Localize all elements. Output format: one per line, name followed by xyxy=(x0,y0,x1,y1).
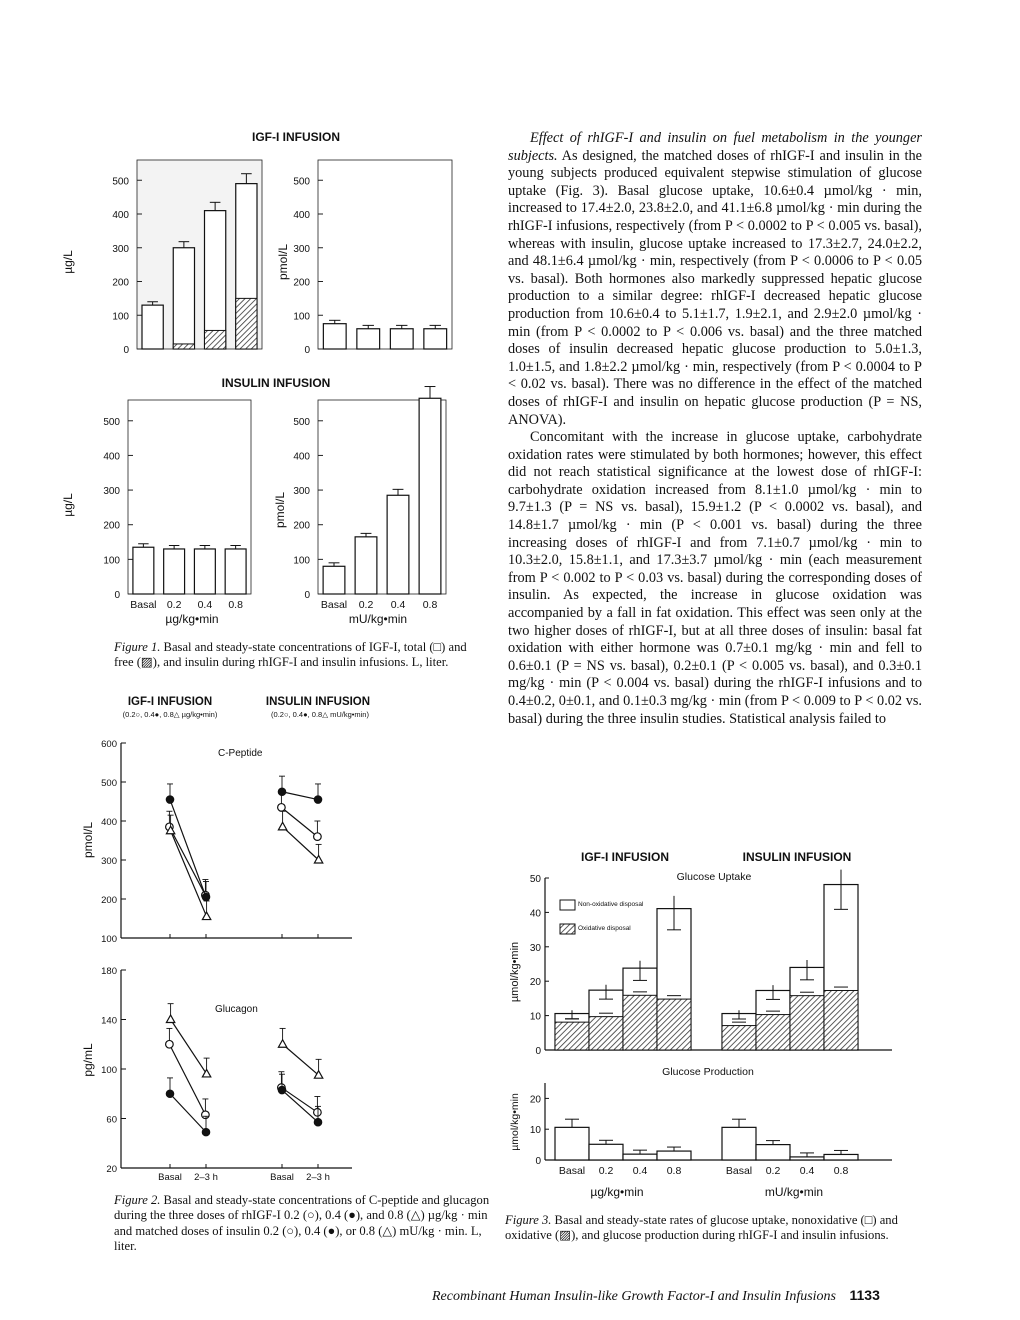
fig1-title-igf: IGF-I INFUSION xyxy=(252,130,340,144)
fig3-oxidative-bar xyxy=(623,995,657,1050)
fig1-d-xtick-label: 0.2 xyxy=(358,599,374,611)
fig3-header-ins: INSULIN INFUSION xyxy=(742,850,852,864)
fig2-cpep-series-line xyxy=(170,800,206,898)
fig2-xtick-label: Basal xyxy=(270,1172,294,1183)
fig2-cpep-series-line xyxy=(283,827,319,860)
fig2-gluc-point xyxy=(278,1040,286,1048)
fig2-cpep-label: C-Peptide xyxy=(218,748,263,759)
fig3-oxidative-bar xyxy=(657,999,691,1050)
fig2-gluc-point xyxy=(314,1071,322,1079)
fig2-cpep-point xyxy=(202,893,210,901)
fig1-b-ytick-label: 300 xyxy=(293,243,310,255)
fig1-b-bar xyxy=(323,324,346,349)
fig1-b-ytick-label: 400 xyxy=(293,210,310,221)
fig2-cpep-series-line xyxy=(282,792,318,800)
fig3-production-bar xyxy=(756,1145,790,1160)
fig2-gluc-ytick-label: 60 xyxy=(106,1114,117,1126)
fig3-legend-nonox-swatch xyxy=(560,900,575,910)
fig1-b-bar xyxy=(357,329,380,349)
fig2-caption xyxy=(114,1193,490,1255)
fig2-gluc-ytick-label: 100 xyxy=(101,1065,117,1076)
fig1-d-bar xyxy=(419,398,441,594)
fig1-c-xtick-label: Basal xyxy=(130,599,157,611)
fig3-oxidative-bar xyxy=(824,990,858,1050)
fig1-d-xunit: mU/kg•min xyxy=(348,612,408,626)
paragraph-2: Concomitant with the increase in glucose uptake, carbohydrate oxidation rates were stimulated by both hormones; however, this effect did not reach statistical significance at the lowest dose of rhIGF-I: carbohydrate oxidation increased from 8.1±1.0 µmol/kg · min to 9.7±1.3 (P = NS vs. basal), 15.9±1.2 (P < 0.0002 vs. basal), and 14.8±1.7 µmol/kg · min (P < 0.001 vs. basal) during the three increasing doses of rhIGF-I and from 7.1±0.7 µmol/kg · min to 10.3±2.0, 15.8±1.1, and 17.3±3.7 µmol/kg · min (each measurement from P < 0.002 to P < 0.03 vs. basal) during the corresponding doses of insulin. As expected, the increase in glucose oxidation was accompanied by a fall in fat oxidation. This effect was seen only at the two higher doses of rhIGF-I, but at all three doses of insulin: basal fat oxidation with either hormone was 0.7±0.1 mg/kg · min and fell to 0.6±0.1 (P = NS vs. basal), 0.2±0.1 (P < 0.005 vs. basal), and 0.3±0.1 mg/kg · min (P < 0.004 vs. basal) during the rhIGF-I infusions and to 0.4±0.2, 0±0.1, and 0.1±0.3 mg/kg · min (from P < 0.009 to P < 0.02 vs. basal) during the three insulin studies. Statistical analysis failed to xyxy=(508,429,922,727)
fig3-production-bar xyxy=(555,1127,589,1160)
fig1-a-ytick-label: 0 xyxy=(123,345,129,356)
fig1-a-ylabel: µg/L xyxy=(61,250,75,274)
fig1-a-free-bar xyxy=(236,298,257,349)
fig2-gluc-ytick-label: 20 xyxy=(106,1164,117,1175)
fig3-ytick-label: 0 xyxy=(535,1156,541,1167)
fig1-d-ytick-label: 300 xyxy=(293,486,310,498)
fig1-d-xtick-label: 0.8 xyxy=(422,599,438,611)
fig2-gluc-point xyxy=(278,1086,286,1094)
fig1-d-bar xyxy=(387,495,409,594)
fig1-b-ytick-label: 0 xyxy=(304,345,310,356)
fig3-legend-ox-label: Oxidative disposal xyxy=(578,925,631,932)
fig1-a-ytick-label: 300 xyxy=(112,243,129,255)
fig3-production-label: Glucose Production xyxy=(662,1066,754,1078)
fig2-gluc-series-line xyxy=(171,1020,207,1074)
fig2-gluc-point xyxy=(202,1128,210,1136)
fig3-xtick-label: 0.4 xyxy=(632,1165,648,1177)
fig1-d-ytick-label: 0 xyxy=(304,590,310,601)
fig2-gluc-point xyxy=(166,1015,174,1023)
fig1-b-bar xyxy=(390,329,413,349)
fig2-cpep-point xyxy=(314,796,322,804)
fig1-d-ytick-label: 500 xyxy=(293,416,310,428)
fig1-d-xtick-label: 0.4 xyxy=(390,599,406,611)
fig2-cpep-point xyxy=(278,804,286,812)
fig3-ytick-label: 10 xyxy=(529,1011,541,1023)
fig1-a-ytick-label: 400 xyxy=(112,210,129,221)
fig2-gluc-point xyxy=(166,1090,174,1098)
paragraph-1-body: As designed, the matched doses of rhIGF-I and insulin in the young subjects produced equivalent stepwise stimulation of glucose uptake (Fig. 3). Basal glucose uptake, 10.6±0.4 µmol/kg · min, increased to 17.4±2.0, 23.8±2.0, and 41.1±6.8 µmol/kg · min during the rhIGF-I infusions, respectively (from P < 0.0002 to P < 0.005 vs. basal), whereas with insulin, glucose uptake increased to 17.3±2.7, 24.0±2.2, and 48.1±6.4 µmol/kg · min, respectively (from P < 0.0006 to P < 0.05 vs. basal). Both hormones also markedly suppressed hepatic glucose production to a similar degree: rhIGF-I decreased hepatic glucose production from 10.6±0.4 to 5.1±1.7, 1.9±2.1, and 2.9±2.0 µmol/kg · min (from P < 0.0002 to P < 0.006 vs. basal) and the three matched doses of insulin decreased hepatic glucose production to 5.0±1.3, 1.0±1.5, and 1.8±2.2 µmol/kg · min, respectively (from P < 0.0004 to P < 0.02 vs. basal). There was no difference in the effect of the matched doses of rhIGF-I and insulin on hepatic glucose production (P = NS, ANOVA). xyxy=(508,147,922,428)
fig1-c-bar xyxy=(225,549,246,594)
fig3-caption-text: Basal and steady-state rates of glucose uptake, nonoxidative (□) and oxidative (▨), and glucose production during rhIGF-I and insulin infusions. xyxy=(505,1213,898,1243)
fig1-c-ytick-label: 500 xyxy=(103,416,120,428)
fig1-c-ytick-label: 100 xyxy=(103,555,120,567)
running-title: Recombinant Human Insulin-like Growth Factor-I and Insulin Infusions xyxy=(432,1289,836,1304)
fig1-c-bar xyxy=(164,549,185,594)
fig3-legend-nonox-label: Non-oxidative disposal xyxy=(578,901,644,908)
running-footer xyxy=(432,1287,912,1305)
fig2-doses-igf: (0.2○, 0.4●, 0.8△ µg/kg•min) xyxy=(122,710,218,719)
fig1-d-ylabel: pmol/L xyxy=(273,491,287,529)
fig3-xtick-label: 0.8 xyxy=(666,1165,682,1177)
fig3-ytick-label: 20 xyxy=(529,1094,541,1106)
fig3-ytick-label: 10 xyxy=(529,1125,541,1137)
fig2-xtick-label: Basal xyxy=(158,1172,182,1183)
fig1-c-bar xyxy=(194,549,215,594)
fig2-gluc-series-line xyxy=(281,1088,317,1113)
fig3-legend-ox-swatch xyxy=(560,924,575,934)
fig1-a-free-bar xyxy=(173,344,194,349)
fig3-xtick-label: 0.8 xyxy=(833,1165,849,1177)
fig1-a-ytick-label: 100 xyxy=(112,311,129,323)
fig1-title-ins: INSULIN INFUSION xyxy=(221,376,331,390)
fig3-xunit-igf: µg/kg•min xyxy=(590,1185,644,1199)
fig2-gluc-series-line xyxy=(169,1044,205,1115)
paragraph-1 xyxy=(508,130,922,429)
fig2-cpep-series-line xyxy=(281,807,317,836)
fig2-gluc-series-line xyxy=(283,1044,319,1075)
fig3-caption-label: Figure 3. xyxy=(505,1213,552,1227)
fig1-b-ylabel: pmol/L xyxy=(276,243,290,281)
fig1-b-ytick-label: 500 xyxy=(293,176,310,188)
fig3-oxidative-bar xyxy=(555,1022,589,1050)
fig1-c-ytick-label: 200 xyxy=(103,520,120,532)
fig3-xtick-label: 0.2 xyxy=(765,1165,781,1177)
fig1-d-bar xyxy=(323,566,345,594)
fig3-ytick-label: 40 xyxy=(529,908,541,920)
fig2-gluc-ytick-label: 140 xyxy=(101,1015,117,1027)
fig3-header-igf: IGF-I INFUSION xyxy=(581,850,669,864)
fig2-xtick-label: 2–3 h xyxy=(194,1172,218,1183)
fig2-gluc-point xyxy=(314,1109,322,1117)
fig3-oxidative-bar xyxy=(790,996,824,1050)
fig1-c-xtick-label: 0.2 xyxy=(166,599,182,611)
fig2-cpep-ytick-label: 500 xyxy=(101,778,117,789)
fig2-doses-ins: (0.2○, 0.4●, 0.8△ mU/kg•min) xyxy=(271,710,369,719)
fig3-bottom-ylabel: µmol/kg•min xyxy=(509,1093,521,1151)
fig1-a-bar xyxy=(205,211,226,349)
fig3-ytick-label: 20 xyxy=(529,977,541,989)
fig2-header-ins: INSULIN INFUSION xyxy=(265,696,371,708)
fig1-c-ytick-label: 400 xyxy=(103,451,120,463)
fig3-oxidative-bar xyxy=(589,1017,623,1050)
fig2-gluc-ylabel: pg/mL xyxy=(81,1043,95,1077)
fig3-ytick-label: 0 xyxy=(535,1046,541,1057)
fig1-c-xunit: µg/kg•min xyxy=(165,612,219,626)
fig1-c-ytick-label: 300 xyxy=(103,486,120,498)
fig3-xtick-label: Basal xyxy=(725,1165,753,1177)
fig1-d-bar xyxy=(355,537,377,594)
fig3-production-bar xyxy=(657,1151,691,1160)
fig2-caption-label: Figure 2. xyxy=(114,1193,161,1207)
fig1-c-ytick-label: 0 xyxy=(114,590,120,601)
fig1-a-ytick-label: 500 xyxy=(112,176,129,188)
fig1-d-ytick-label: 100 xyxy=(293,555,310,567)
fig1-b-ytick-label: 100 xyxy=(293,311,310,323)
fig3-ytick-label: 30 xyxy=(529,942,541,954)
fig1-d-ytick-label: 400 xyxy=(293,451,310,463)
fig2-caption-text: Basal and steady-state concentrations of C-peptide and glucagon during the three doses of rhIGF-I 0.2 (○), 0.4 (●), and 0.8 (△) µg/kg · min and matched doses of insulin 0.2 (○), 0.4 (●), or 0.8 (△) mU/kg · min. L, liter. xyxy=(114,1193,490,1254)
fig3-xunit-ins: mU/kg•min xyxy=(764,1185,824,1199)
fig3-uptake-label: Glucose Uptake xyxy=(676,871,752,883)
fig1-caption-label: Figure 1. xyxy=(114,640,161,654)
fig1-a-free-bar xyxy=(205,330,226,349)
fig1-d-xtick-label: Basal xyxy=(320,599,348,611)
fig2-cpep-point xyxy=(314,833,322,841)
fig3-production-bar xyxy=(790,1157,824,1160)
fig3-production-bar xyxy=(589,1144,623,1160)
fig1-a-bar xyxy=(173,248,194,349)
fig1-d-ytick-label: 200 xyxy=(293,520,310,532)
fig3-xtick-label: 0.2 xyxy=(598,1165,614,1177)
fig1-c-bar xyxy=(133,547,154,594)
fig3-caption xyxy=(505,1213,917,1244)
fig2-cpep-point xyxy=(278,788,286,796)
fig2-gluc-point xyxy=(166,1040,174,1048)
fig3-top-ylabel: µmol/kg•min xyxy=(509,941,521,1003)
fig2-cpep-ytick-label: 300 xyxy=(101,856,117,867)
fig2-cpep-series-line xyxy=(171,831,207,917)
fig1-a-ytick-label: 200 xyxy=(112,277,129,289)
fig2-gluc-ytick-label: 180 xyxy=(101,966,117,977)
fig1-caption-text: Basal and steady-state concentrations of IGF-I, total (□) and free (▨), and insulin during rhIGF-I and insulin infusions. L, liter. xyxy=(114,640,467,670)
fig2-gluc-series-line xyxy=(170,1094,206,1132)
fig2-xtick-label: 2–3 h xyxy=(306,1172,330,1183)
fig2-gluc-point xyxy=(314,1118,322,1126)
fig2-header-igf: IGF-I INFUSION xyxy=(127,696,213,708)
fig1-b-bar xyxy=(424,329,447,349)
fig3-oxidative-bar xyxy=(722,1026,756,1050)
fig1-c-ylabel: µg/L xyxy=(61,493,75,517)
page-number: 1133 xyxy=(849,1287,880,1303)
fig2-cpep-point xyxy=(278,822,286,830)
fig2-cpep-ylabel: pmol/L xyxy=(81,821,95,859)
fig1-b-ytick-label: 200 xyxy=(293,277,310,289)
fig2-cpep-ytick-label: 100 xyxy=(101,934,117,945)
paragraph-1-lead: Effect of rhIGF-I and insulin on fuel metabolism in the younger subjects. xyxy=(508,130,922,164)
fig3-ytick-label: 50 xyxy=(529,874,541,885)
fig2-gluc-series-line xyxy=(282,1090,318,1122)
fig3-production-bar xyxy=(722,1127,756,1160)
fig3-production-bar xyxy=(824,1154,858,1160)
fig1-c-xtick-label: 0.8 xyxy=(228,599,243,611)
fig3-oxidative-bar xyxy=(756,1015,790,1050)
fig2-cpep-point xyxy=(202,912,210,920)
fig2-cpep-ytick-label: 200 xyxy=(101,895,117,906)
fig3-xtick-label: Basal xyxy=(558,1165,586,1177)
fig2-gluc-label: Glucagon xyxy=(215,1004,258,1015)
fig2-cpep-ytick-label: 600 xyxy=(101,739,117,750)
fig1-caption xyxy=(114,640,489,671)
fig2-cpep-ytick-label: 400 xyxy=(101,817,117,828)
fig2-gluc-point xyxy=(202,1111,210,1119)
fig1-c-xtick-label: 0.4 xyxy=(197,599,213,611)
body-text-column xyxy=(508,130,922,728)
fig2-cpep-point xyxy=(166,796,174,804)
fig1-a-bar xyxy=(142,305,163,349)
fig3-xtick-label: 0.4 xyxy=(799,1165,815,1177)
fig3-production-bar xyxy=(623,1154,657,1160)
fig2-cpep-series-line xyxy=(169,827,205,895)
